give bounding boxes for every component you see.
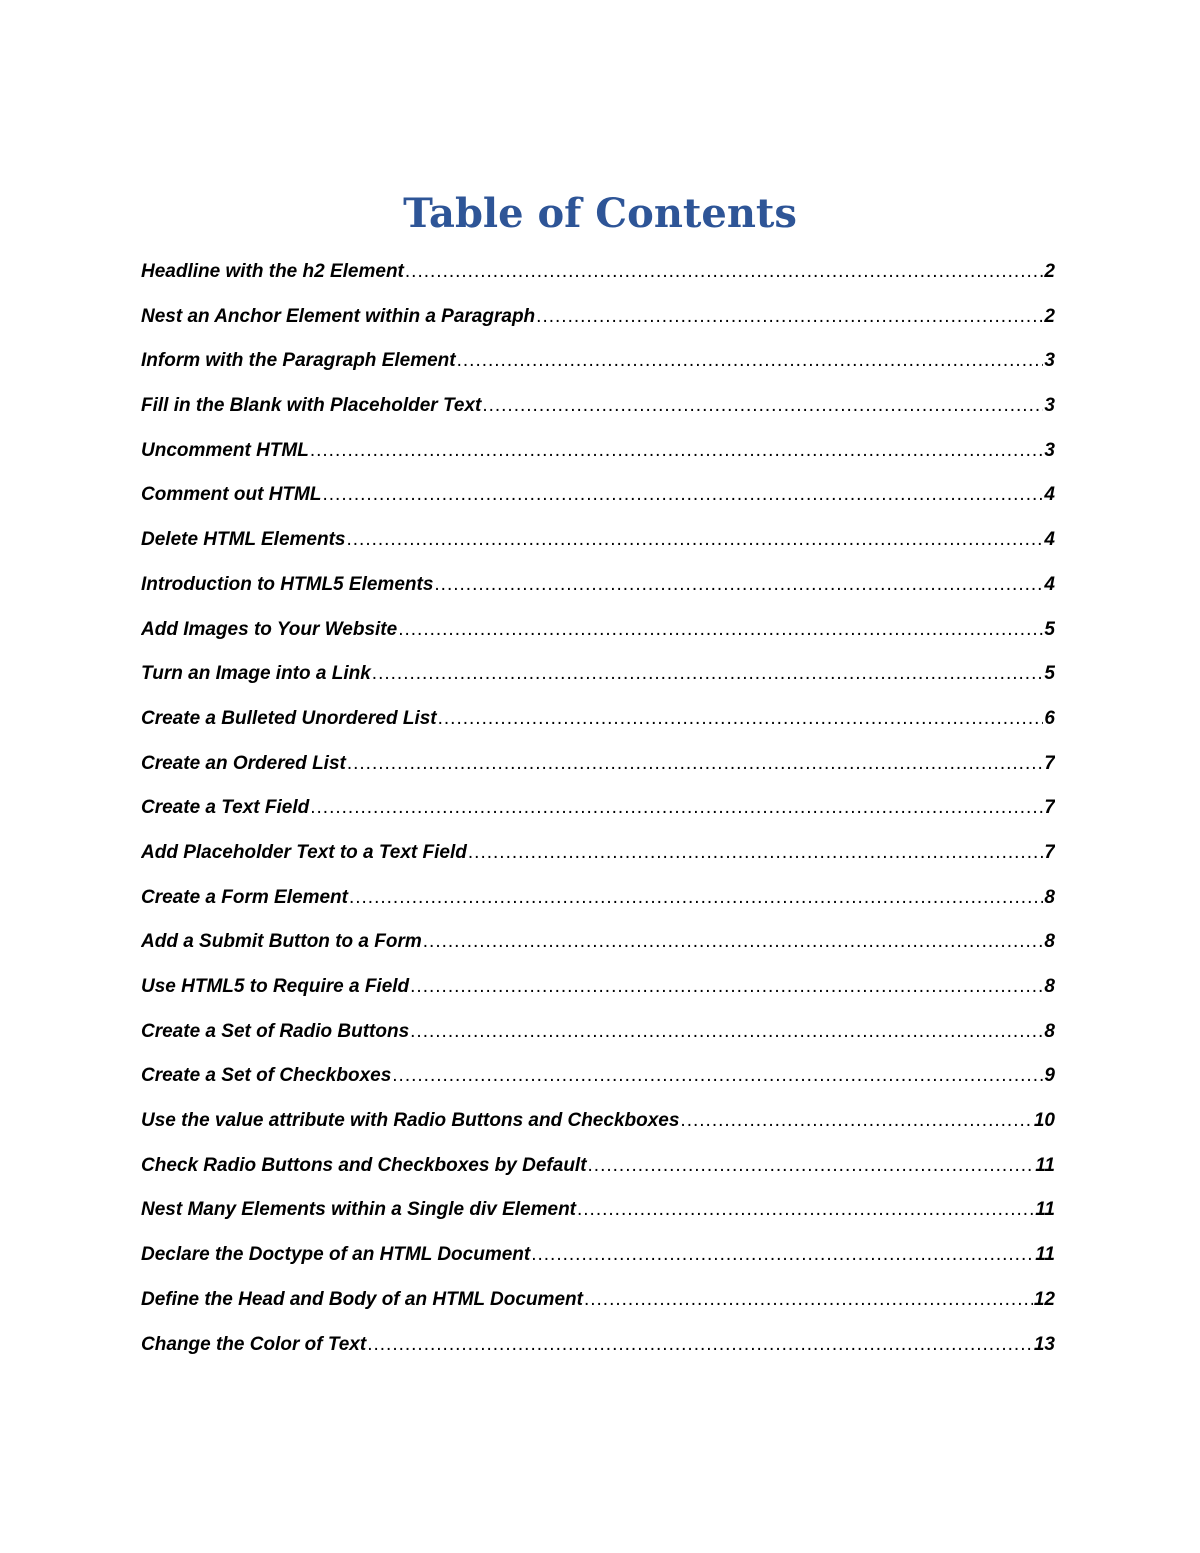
toc-entry-label: Inform with the Paragraph Element [141,350,456,372]
toc-page-number: 3 [1044,350,1055,372]
toc-entry[interactable] [141,522,1055,567]
toc-entry[interactable] [141,969,1055,1014]
toc-dot-leader [468,835,1044,871]
toc-entry[interactable] [141,1192,1055,1237]
toc-entry[interactable] [141,835,1055,880]
toc-page-number: 8 [1044,886,1055,908]
toc-entry-label: Create a Set of Radio Buttons [141,1020,410,1042]
toc-dot-leader [372,656,1044,692]
toc-dot-leader [310,433,1044,469]
toc-dot-leader [398,612,1043,648]
toc-page-number: 2 [1044,261,1055,282]
toc-entry-label: Delete HTML Elements [141,529,346,551]
toc-dot-leader [680,1103,1032,1139]
toc-entry[interactable] [141,388,1055,433]
toc-entry[interactable] [141,1103,1055,1148]
toc-entry-label: Create an Ordered List [141,752,346,774]
toc-dot-leader [346,522,1043,558]
toc-entry[interactable] [141,1148,1055,1193]
toc-page-number: 5 [1044,663,1055,685]
toc-entry-label: Create a Form Element [141,886,348,908]
toc-page-number: 11 [1035,1199,1055,1221]
toc-dot-leader [438,701,1044,737]
toc-entry-label: Define the Head and Body of an HTML Document [141,1288,583,1310]
toc-entry-label: Add a Submit Button to a Form [141,931,422,953]
toc-dot-leader [536,299,1043,335]
toc-page-number: 7 [1044,797,1055,819]
toc-entry-label: Change the Color of Text [141,1333,367,1355]
toc-page-number: 11 [1035,1154,1055,1176]
toc-entry[interactable] [141,299,1055,344]
toc-page-number: 11 [1035,1244,1055,1266]
toc-entry-label: Use HTML5 to Require a Field [141,976,410,997]
toc-page-number: 8 [1044,931,1055,953]
toc-dot-leader [577,1192,1034,1228]
toc-entry[interactable] [141,880,1055,925]
toc-page-number: 8 [1044,1020,1055,1042]
toc-entry-label: Check Radio Buttons and Checkboxes by Default [141,1154,587,1176]
toc-dot-leader [423,924,1044,960]
toc-page-number: 4 [1044,573,1055,595]
toc-page-number: 7 [1044,752,1055,774]
toc-dot-leader [410,969,1043,1005]
toc-entry-label: Use the value attribute with Radio Buttons and Checkboxes [141,1110,680,1132]
toc-page-number: 8 [1044,976,1055,997]
toc-entry-label: Nest an Anchor Element within a Paragraph [141,305,536,327]
toc-entry[interactable] [141,1014,1055,1059]
toc-dot-leader [457,343,1044,379]
toc-page-number: 5 [1044,618,1055,640]
toc-entry-label: Uncomment HTML [141,439,309,461]
toc-dot-leader [349,880,1043,916]
toc-dot-leader [347,746,1044,782]
toc-entry[interactable] [141,343,1055,388]
toc-dot-leader [588,1148,1035,1184]
toc-entry[interactable] [141,790,1055,835]
toc-page-number: 3 [1044,439,1055,461]
toc-page-number: 4 [1044,529,1055,551]
toc-page-number: 7 [1044,841,1055,863]
toc-entry-label: Turn an Image into a Link [141,663,371,685]
toc-dot-leader [310,790,1043,826]
toc-entry[interactable] [141,1058,1055,1103]
toc-list [141,254,1055,1371]
toc-dot-leader [322,477,1043,513]
toc-entry[interactable] [141,477,1055,522]
toc-dot-leader [367,1327,1033,1363]
toc-entry-label: Add Images to Your Website [141,618,398,640]
toc-entry[interactable] [141,656,1055,701]
page-title: Table of Contents [403,190,797,237]
toc-dot-leader [434,567,1043,603]
toc-entry-label: Declare the Doctype of an HTML Document [141,1244,531,1266]
toc-dot-leader [482,388,1043,424]
toc-page-number: 3 [1044,395,1055,417]
toc-entry[interactable] [141,746,1055,791]
toc-entry-label: Introduction to HTML5 Elements [141,573,434,595]
toc-page-number: 6 [1044,707,1055,729]
toc-dot-leader [410,1014,1043,1050]
toc-entry[interactable] [141,612,1055,657]
toc-entry-label: Fill in the Blank with Placeholder Text [141,395,482,417]
toc-entry-label: Add Placeholder Text to a Text Field [141,841,467,863]
toc-entry[interactable] [141,1282,1055,1327]
toc-entry-label: Create a Bulleted Unordered List [141,707,437,729]
toc-entry[interactable] [141,433,1055,478]
toc-entry[interactable] [141,567,1055,612]
toc-entry[interactable] [141,924,1055,969]
toc-page-number: 10 [1033,1110,1055,1132]
toc-dot-leader [405,254,1044,290]
toc-entry-label: Comment out HTML [141,484,322,506]
toc-dot-leader [584,1282,1033,1318]
toc-entry[interactable] [141,1327,1055,1372]
toc-entry-label: Create a Text Field [141,797,310,819]
toc-dot-leader [531,1237,1034,1273]
toc-page-number: 12 [1033,1288,1055,1310]
toc-entry[interactable] [141,1237,1055,1282]
toc-entry-label: Create a Set of Checkboxes [141,1065,392,1087]
toc-page-number: 4 [1044,484,1055,506]
toc-entry[interactable] [141,254,1055,299]
toc-page-number: 13 [1033,1333,1055,1355]
toc-entry-label: Nest Many Elements within a Single div Element [141,1199,576,1221]
toc-page-number: 2 [1044,305,1055,327]
toc-dot-leader [392,1058,1043,1094]
toc-entry-label: Headline with the h2 Element [141,261,404,282]
toc-entry[interactable] [141,701,1055,746]
toc-page-number: 9 [1044,1065,1055,1087]
